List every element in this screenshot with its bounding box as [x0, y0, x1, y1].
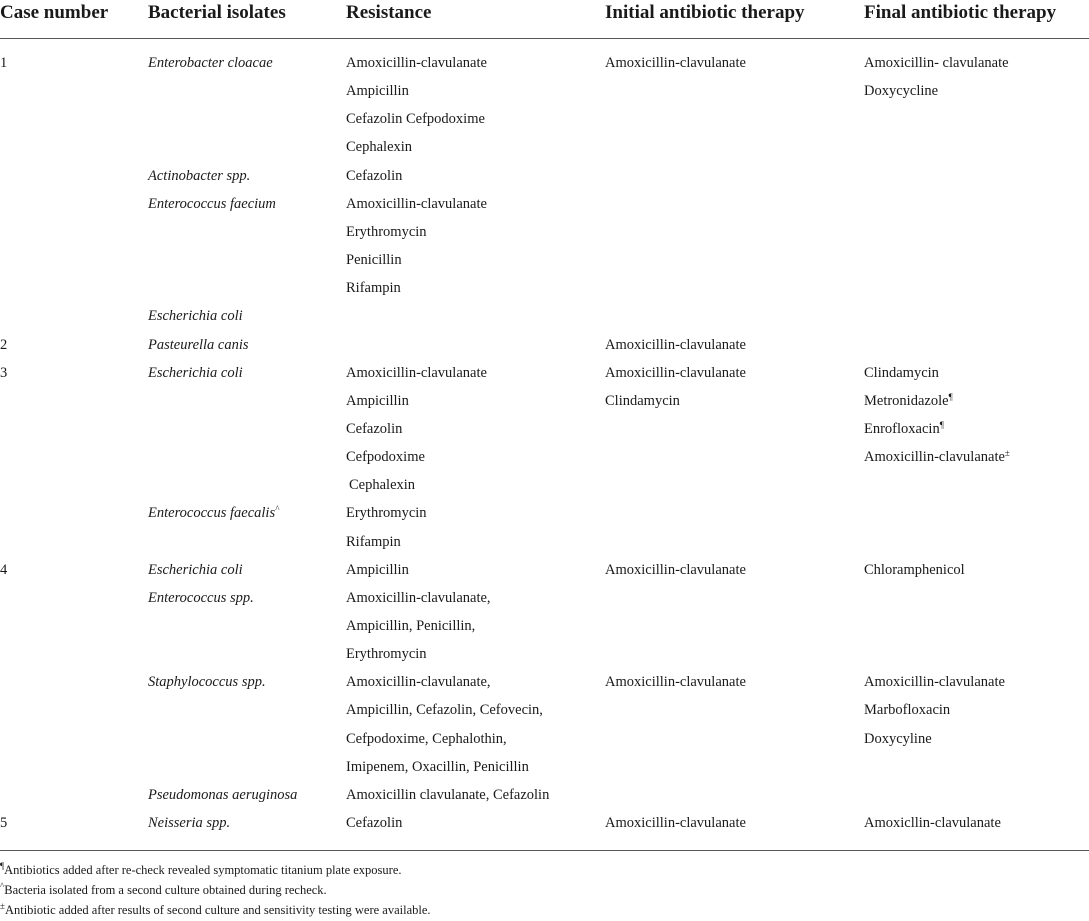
cell-resistance [346, 138, 412, 156]
cell-case-number [0, 814, 7, 832]
cell-resistance-text: Amoxicillin-clavulanate, [346, 589, 491, 606]
cell-final-therapy [864, 814, 1001, 832]
cell-final-therapy-text: Amoxicillin-clavulanate [864, 674, 1005, 691]
footnote-mark: ¶ [0, 861, 5, 871]
cell-initial-therapy-text: Amoxicillin-clavulanate [605, 674, 746, 691]
cell-final-therapy-text: Doxycycline [864, 83, 939, 100]
header-resistance: Resistance [346, 2, 432, 23]
cell-bacterial-isolate [148, 814, 230, 832]
cell-resistance [346, 110, 485, 128]
cell-resistance [346, 251, 402, 269]
cell-resistance [346, 82, 409, 100]
cell-final-therapy [864, 448, 1010, 466]
cell-resistance [346, 504, 427, 522]
cell-final-therapy [864, 82, 938, 100]
cell-resistance-text: Ampicillin [346, 392, 409, 409]
footnote-mark: ^ [275, 504, 279, 515]
cell-resistance-text: Ampicillin [346, 83, 409, 100]
cell-case-number [0, 364, 7, 382]
footnote [0, 902, 431, 918]
cell-bacterial-isolate-text: Pseudomonas aeruginosa [148, 786, 298, 803]
cell-final-therapy [864, 420, 944, 438]
cell-final-therapy [864, 701, 950, 719]
cell-resistance [346, 279, 401, 297]
cell-resistance-text: Erythromycin [346, 505, 427, 522]
cell-bacterial-isolate [148, 307, 243, 325]
cell-resistance-text: Cefazolin [346, 420, 403, 437]
cell-initial-therapy-text: Amoxicillin-clavulanate [605, 55, 746, 71]
cell-resistance-text: Imipenem, Oxacillin, Penicillin [346, 758, 529, 775]
cell-bacterial-isolate-text: Enterobacter cloacae [148, 55, 273, 71]
footnote [0, 862, 402, 878]
cell-resistance [346, 448, 425, 466]
cell-bacterial-isolate-text: Escherichia coli [148, 308, 243, 325]
cell-bacterial-isolate [148, 364, 243, 382]
cell-resistance [346, 167, 402, 185]
footnote-mark: ^ [0, 881, 5, 891]
cell-bacterial-isolate [148, 504, 279, 522]
cell-resistance-text: Amoxicillin-clavulanate [346, 195, 487, 212]
cell-initial-therapy [605, 392, 680, 410]
cell-resistance [346, 758, 529, 776]
header-bacterial-isolates: Bacterial isolates [148, 2, 286, 23]
cell-resistance [346, 645, 427, 663]
cell-resistance [346, 617, 475, 635]
cell-case-number-text: 5 [0, 815, 8, 832]
cell-case-number [0, 54, 7, 72]
cell-resistance [346, 223, 427, 241]
cell-resistance [346, 701, 543, 719]
header-final-therapy: Final antibiotic therapy [864, 2, 1057, 23]
cell-resistance-text: Ampicillin, Penicillin, [346, 618, 476, 634]
cell-final-therapy [864, 364, 939, 382]
header-case-number: Case number [0, 2, 109, 23]
cell-bacterial-isolate-text: Escherichia coli [148, 561, 243, 578]
cell-initial-therapy [605, 336, 746, 354]
cell-resistance [346, 54, 487, 72]
cell-final-therapy [864, 673, 1005, 691]
cell-initial-therapy-text: Amoxicillin-clavulanate [605, 364, 746, 381]
cell-resistance-text: Erythromycin [346, 646, 427, 663]
cell-bacterial-isolate-text: Actinobacter spp. [148, 167, 251, 184]
footnote-mark: ± [0, 901, 5, 911]
cell-resistance [346, 533, 401, 551]
cell-resistance [346, 195, 487, 213]
cell-bacterial-isolate [148, 561, 243, 579]
cell-bacterial-isolate-text: Pasteurella canis [148, 336, 249, 353]
cell-final-therapy-text: Enrofloxacin [864, 420, 940, 437]
cell-resistance-text: Rifampin [346, 280, 401, 297]
cell-resistance-text: Cefpodoxime [346, 449, 425, 466]
cell-bacterial-isolate [148, 167, 250, 185]
footnote-mark: ¶ [948, 391, 953, 402]
cell-resistance [346, 814, 402, 832]
cell-initial-therapy [605, 54, 746, 72]
cell-initial-therapy-text: Clindamycin [605, 392, 680, 409]
cell-resistance [349, 476, 415, 494]
cell-resistance-text: Cephalexin [349, 477, 416, 494]
cell-case-number [0, 561, 7, 579]
cell-initial-therapy [605, 364, 746, 382]
bottom-rule [0, 850, 1089, 851]
header-initial-therapy: Initial antibiotic therapy [605, 2, 805, 23]
cell-resistance-text: Ampicillin [346, 561, 409, 578]
cell-resistance-text: Ampicillin, Cefazolin, Cefovecin, [346, 702, 543, 719]
cell-case-number [0, 336, 7, 354]
cell-case-number-text: 4 [0, 561, 8, 578]
header-rule [0, 38, 1089, 39]
cell-bacterial-isolate [148, 195, 276, 213]
cell-resistance [346, 730, 507, 748]
cell-resistance-text: Cefazolin [346, 815, 403, 832]
cell-resistance-text: Amoxicillin-clavulanate [346, 364, 487, 381]
cell-resistance-text: Amoxicillin-clavulanate [346, 55, 487, 71]
cell-resistance-text: Amoxicillin-clavulanate, [346, 674, 491, 691]
cell-final-therapy-text: Amoxicillin-clavulanate [864, 449, 1005, 466]
cell-final-therapy-text: Chloramphenicol [864, 561, 965, 578]
cell-resistance-text: Amoxicillin clavulanate, Cefazolin [346, 786, 550, 803]
cell-bacterial-isolate [148, 54, 273, 72]
cell-initial-therapy [605, 673, 746, 691]
cell-initial-therapy [605, 561, 746, 579]
footnote-text: Antibiotics added after re-check revealed symptomatic titanium plate exposure. [4, 863, 402, 877]
cell-final-therapy-text: Metronidazole [864, 392, 949, 409]
cell-case-number-text: 2 [0, 336, 8, 353]
footnote-mark: ± [1004, 448, 1010, 459]
cell-final-therapy [864, 730, 932, 748]
cell-bacterial-isolate-text: Enterococcus faecium [148, 195, 276, 212]
cell-final-therapy-text: Amoxicillin- clavulanate [864, 55, 1009, 71]
cell-final-therapy-text: Clindamycin [864, 364, 939, 381]
cell-resistance-text: Rifampin [346, 533, 401, 550]
cell-resistance-text: Penicillin [346, 252, 402, 269]
cell-final-therapy [864, 54, 1009, 72]
cell-bacterial-isolate [148, 336, 249, 354]
cell-resistance [346, 392, 409, 410]
cell-final-therapy [864, 561, 965, 579]
cell-initial-therapy-text: Amoxicillin-clavulanate [605, 815, 746, 832]
cell-resistance [346, 786, 549, 804]
cell-bacterial-isolate-text: Enterococcus faecalis [148, 505, 276, 522]
cell-resistance-text: Cefpodoxime, Cephalothin, [346, 730, 507, 747]
cell-initial-therapy-text: Amoxicillin-clavulanate [605, 561, 746, 578]
cell-resistance-text: Cephalexin [346, 139, 413, 156]
cell-bacterial-isolate [148, 786, 297, 804]
footnote [0, 882, 327, 898]
cell-case-number-text: 1 [0, 55, 8, 71]
cell-bacterial-isolate-text: Staphylococcus spp. [148, 674, 266, 691]
cell-initial-therapy-text: Amoxicillin-clavulanate [605, 336, 746, 353]
cell-resistance [346, 673, 491, 691]
cell-resistance [346, 364, 487, 382]
cell-resistance [346, 589, 491, 607]
cell-final-therapy-text: Amoxicllin-clavulanate [864, 815, 1001, 832]
footnote-text: Bacteria isolated from a second culture obtained during recheck. [4, 883, 327, 897]
cell-resistance-text: Cefazolin [346, 167, 403, 184]
cell-bacterial-isolate-text: Enterococcus spp. [148, 589, 254, 606]
footnote-text: Antibiotic added after results of second culture and sensitivity testing were available. [4, 903, 431, 917]
cell-case-number-text: 3 [0, 364, 8, 381]
cell-bacterial-isolate-text: Escherichia coli [148, 364, 243, 381]
cell-final-therapy [864, 392, 953, 410]
cell-final-therapy-text: Marbofloxacin [864, 702, 951, 719]
cell-resistance [346, 420, 402, 438]
cell-resistance [346, 561, 409, 579]
cell-initial-therapy [605, 814, 746, 832]
cell-bacterial-isolate [148, 673, 266, 691]
cell-resistance-text: Cefazolin Cefpodoxime [346, 111, 485, 128]
cell-bacterial-isolate [148, 589, 254, 607]
footnote-mark: ¶ [939, 419, 944, 430]
cell-final-therapy-text: Doxycyline [864, 730, 932, 747]
cell-resistance-text: Erythromycin [346, 223, 427, 240]
cell-bacterial-isolate-text: Neisseria spp. [148, 815, 231, 832]
